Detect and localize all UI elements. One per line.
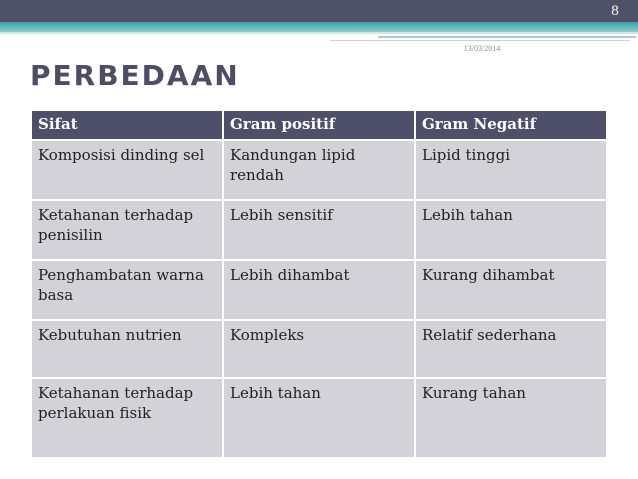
cell-sifat: Kebutuhan nutrien [32,321,222,377]
table-header-row [32,111,606,139]
table-row [32,261,606,319]
slide-date: 13/03/2014 [463,44,501,53]
column-header-gram-positif: Gram positif [224,111,414,139]
cell-sifat: Ketahanan terhadap penisilin [32,201,222,259]
cell-gram-positif: Lebih sensitif [224,201,414,259]
table-row [32,379,606,457]
cell-gram-negatif: Kurang dihambat [416,261,606,319]
cell-gram-negatif: Lipid tinggi [416,141,606,199]
top-bar [0,0,638,22]
top-accent-band [0,22,638,32]
decorative-line [330,40,630,41]
cell-gram-positif: Lebih tahan [224,379,414,457]
cell-gram-negatif: Kurang tahan [416,379,606,457]
column-header-gram-negatif: Gram Negatif [416,111,606,139]
slide-number: 8 [610,4,620,19]
column-header-sifat: Sifat [32,111,222,139]
top-accent-line [0,32,638,34]
table-row [32,141,606,199]
cell-gram-negatif: Lebih tahan [416,201,606,259]
table-row [32,201,606,259]
table-row [32,321,606,377]
cell-sifat: Penghambatan warna basa [32,261,222,319]
cell-gram-positif: Kandungan lipid rendah [224,141,414,199]
cell-sifat: Komposisi dinding sel [32,141,222,199]
slide-title: PERBEDAAN [30,59,240,92]
cell-gram-negatif: Relatif sederhana [416,321,606,377]
decorative-line [378,36,636,38]
cell-gram-positif: Lebih dihambat [224,261,414,319]
cell-gram-positif: Kompleks [224,321,414,377]
comparison-table [30,109,608,459]
cell-sifat: Ketahanan terhadap perlakuan fisik [32,379,222,457]
